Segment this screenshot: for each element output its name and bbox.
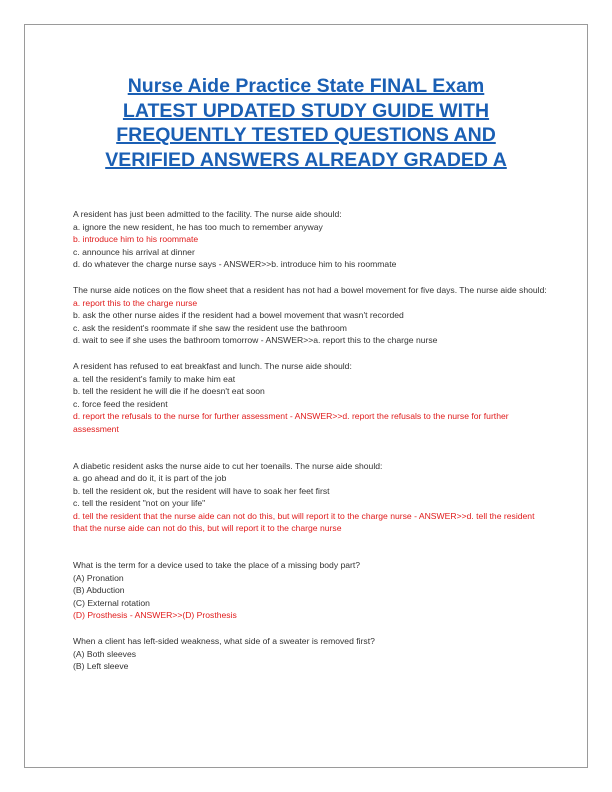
document-title[interactable]	[50, 74, 562, 172]
option: c. force feed the resident	[73, 398, 168, 409]
title-line: VERIFIED ANSWERS ALREADY GRADED A	[105, 148, 507, 171]
option: (A) Pronation	[73, 572, 124, 583]
question-block	[73, 635, 547, 673]
title-line: LATEST UPDATED STUDY GUIDE WITH	[122, 99, 490, 122]
option: c. announce his arrival at dinner	[73, 246, 195, 257]
question-list	[73, 208, 547, 673]
option: c. tell the resident "not on your life"	[73, 498, 206, 509]
option: a. tell the resident's family to make him eat	[73, 373, 236, 384]
correct-option-with-answer: d. report the refusals to the nurse for further assessment - ANSWER>>d. report the refusals to the nurse for further assessment	[73, 411, 509, 434]
question-block	[73, 559, 547, 622]
option: a. go ahead and do it, it is part of the job	[73, 473, 227, 484]
question-text: A resident has refused to eat breakfast and lunch. The nurse aide should:	[73, 360, 352, 371]
option-with-answer: d. do whatever the charge nurse says - ANSWER>>b. introduce him to his roommate	[73, 259, 397, 270]
option: c. ask the resident's roommate if she saw the resident use the bathroom	[73, 322, 347, 333]
option-with-answer: d. wait to see if she uses the bathroom tomorrow - ANSWER>>a. report this to the charge nurse	[73, 335, 438, 346]
title-line: Nurse Aide Practice State FINAL Exam	[127, 75, 485, 97]
question-block	[73, 360, 547, 436]
option: (A) Both sleeves	[73, 648, 137, 659]
question-text: When a client has left-sided weakness, what side of a sweater is removed first?	[73, 636, 375, 647]
question-text: A diabetic resident asks the nurse aide to cut her toenails. The nurse aide should:	[73, 460, 383, 471]
option: (B) Left sleeve	[73, 661, 129, 672]
question-block	[73, 460, 547, 536]
option: b. ask the other nurse aides if the resident had a bowel movement that wasn't recorded	[73, 310, 404, 321]
option: b. tell the resident he will die if he doesn't eat soon	[73, 386, 265, 397]
option: b. tell the resident ok, but the resident will have to soak her feet first	[73, 485, 330, 496]
question-text: What is the term for a device used to take the place of a missing body part?	[73, 560, 361, 571]
correct-option: a. report this to the charge nurse	[73, 297, 198, 308]
question-text: The nurse aide notices on the flow sheet that a resident has not had a bowel movement for five days. The nurse aide should:	[73, 284, 547, 295]
question-block	[73, 208, 547, 271]
option: a. ignore the new resident, he has too much to remember anyway	[73, 221, 323, 232]
title-line: FREQUENTLY TESTED QUESTIONS AND	[116, 124, 496, 146]
question-text: A resident has just been admitted to the facility. The nurse aide should:	[73, 209, 342, 219]
correct-option: b. introduce him to his roommate	[73, 234, 199, 245]
option: (B) Abduction	[73, 585, 125, 596]
correct-option-with-answer: (D) Prosthesis - ANSWER>>(D) Prosthesis	[73, 610, 237, 621]
option: (C) External rotation	[73, 597, 150, 608]
correct-option-with-answer: d. tell the resident that the nurse aide can not do this, but will report it to the charge nurse - ANSWER>>d. tell the resident that the nurse aide can not do this, but will report it to the charge nurse	[73, 510, 535, 534]
question-block	[73, 284, 547, 347]
